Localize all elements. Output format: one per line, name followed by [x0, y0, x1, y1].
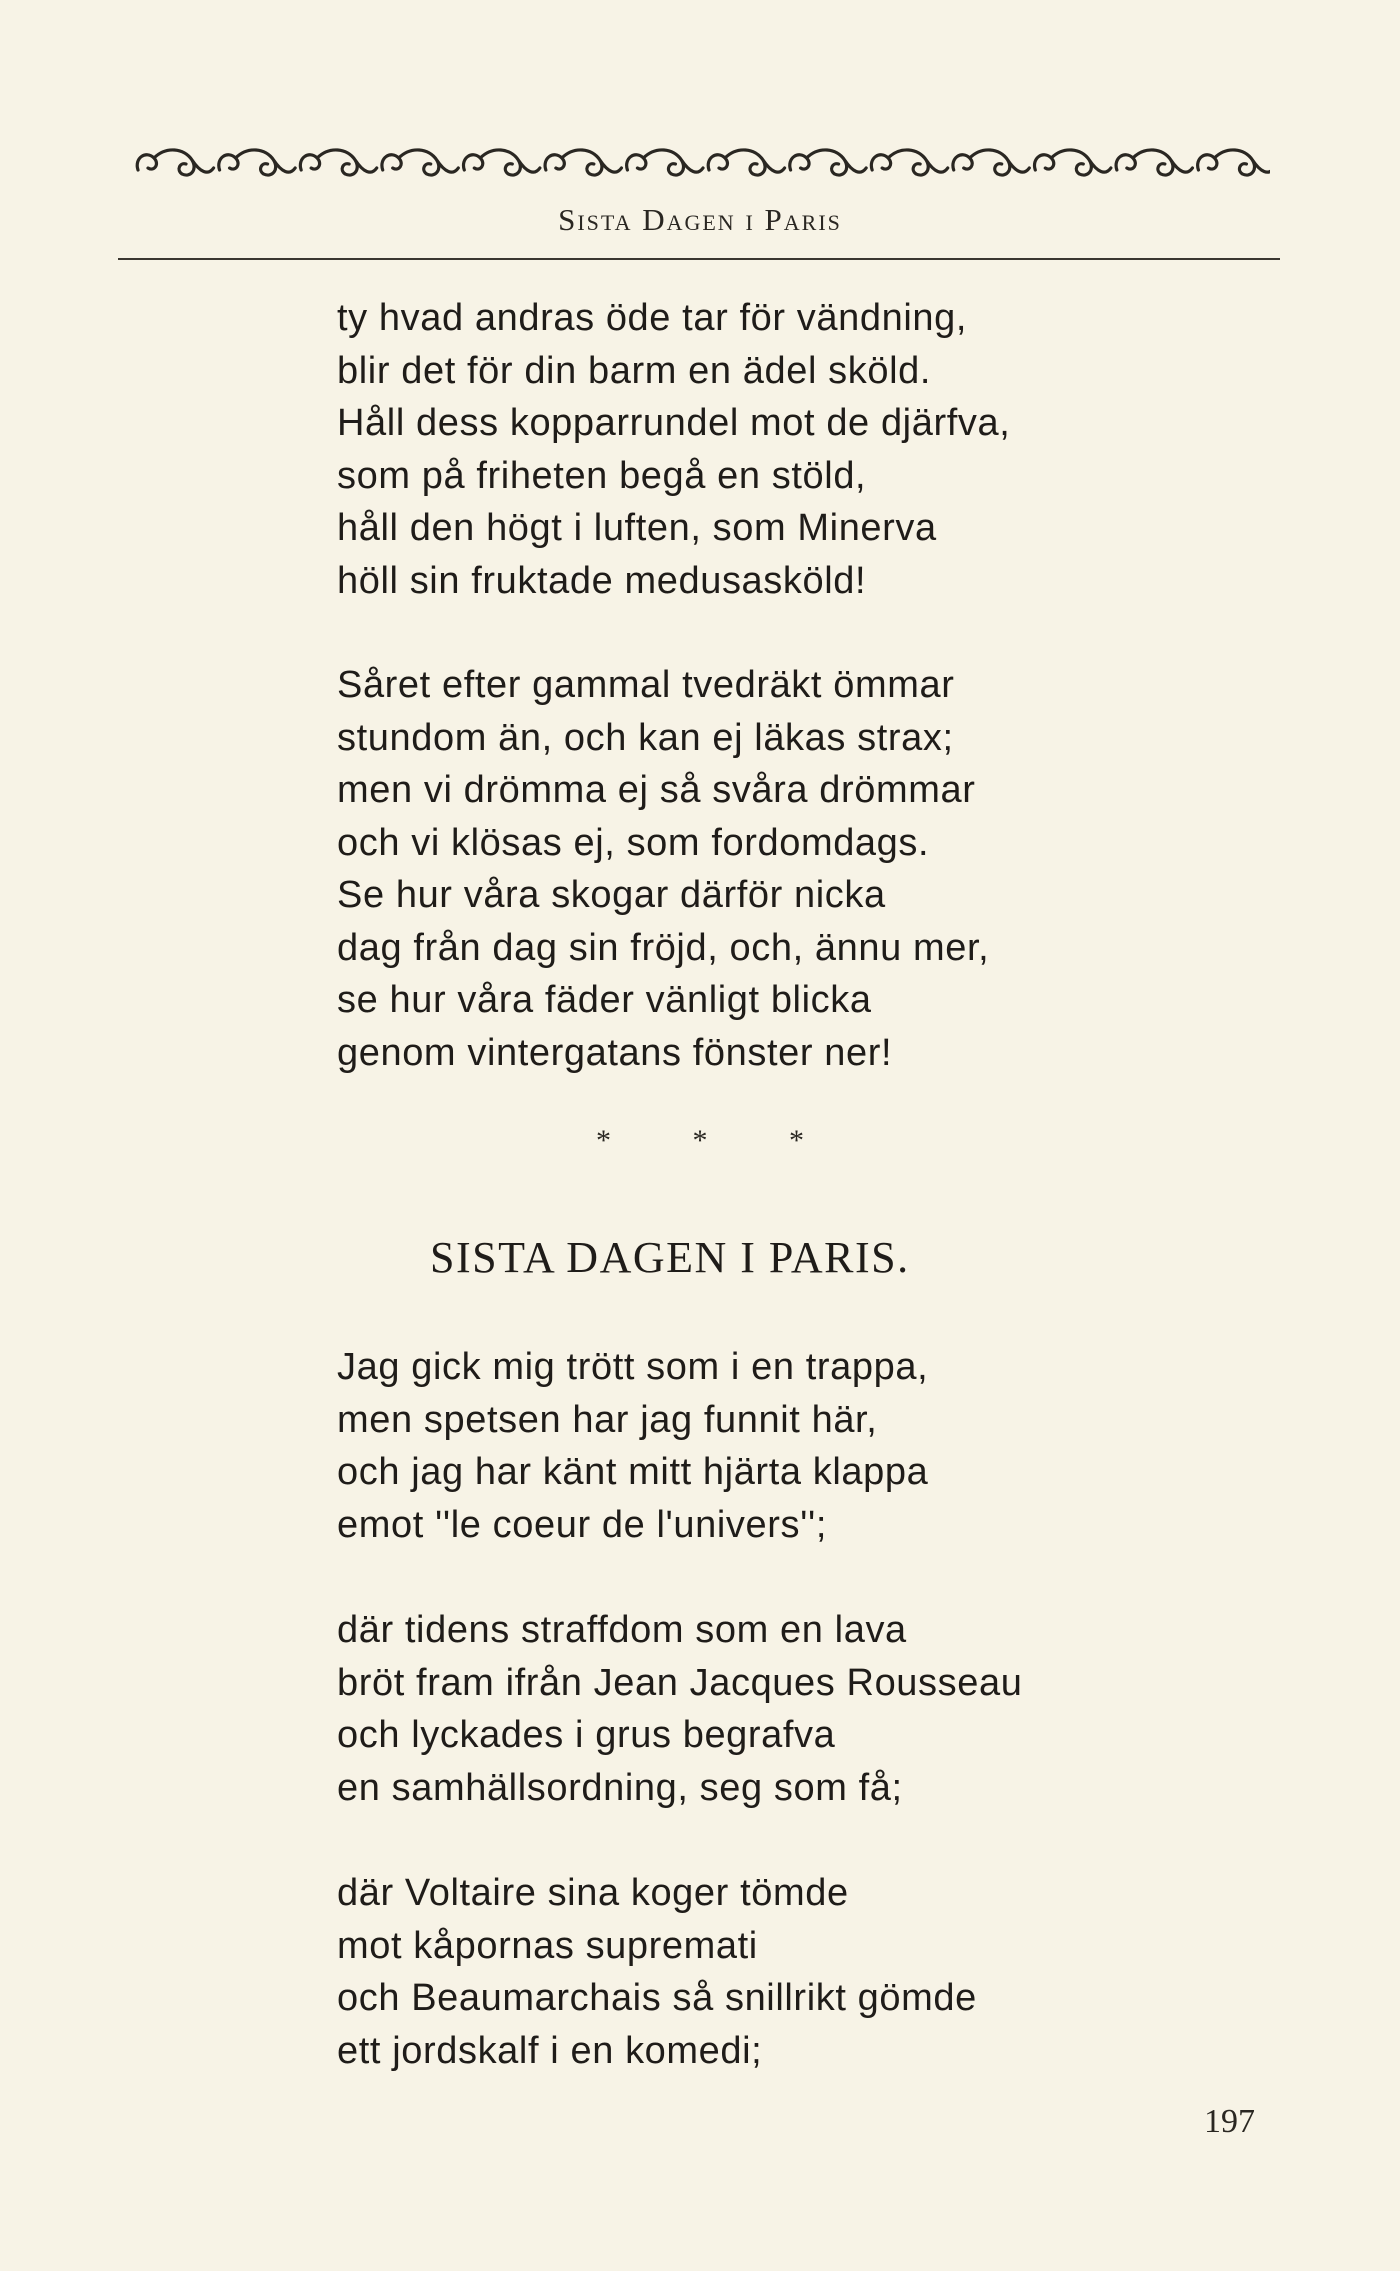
ornament-scroll	[219, 150, 295, 175]
verse-line: bröt fram ifrån Jean Jacques Rousseau	[337, 1661, 1023, 1704]
verse-line: och lyckades i grus begrafva	[337, 1714, 836, 1756]
verse-line: Håll dess kopparrundel mot de djärfva,	[337, 402, 1011, 444]
ornament-scroll	[1116, 150, 1192, 175]
ornament-scroll	[1198, 150, 1270, 175]
verse-line: där tidens straffdom som en lava	[337, 1609, 907, 1651]
asterisk: *	[789, 1124, 804, 1157]
verse-line: dag från dag sin fröjd, och, ännu mer,	[337, 926, 990, 969]
verse-line: se hur våra fäder vänligt blicka	[337, 979, 872, 1021]
running-head: Sista Dagen i Paris	[558, 202, 842, 237]
ornament-scroll	[382, 150, 458, 175]
stanza	[337, 1341, 1157, 1551]
verse-line: Jag gick mig trött som i en trappa,	[337, 1346, 929, 1388]
ornament-scroll	[871, 150, 947, 175]
ornament-scroll	[708, 150, 784, 175]
verse-line: håll den högt i luften, som Minerva	[337, 507, 937, 549]
verse-line: stundom än, och kan ej läkas strax;	[337, 716, 954, 759]
stanza	[337, 1604, 1157, 1814]
verse-line: emot ''le coeur de l'univers'';	[337, 1503, 827, 1546]
ornament-scroll	[627, 150, 703, 175]
verse-line: och Beaumarchais så snillrikt gömde	[337, 1977, 977, 2019]
page-number: 197	[1204, 2103, 1255, 2140]
asterisk: *	[596, 1124, 611, 1157]
asterisk: *	[692, 1124, 708, 1157]
ornament-scroll	[790, 150, 866, 175]
verse-line: ett jordskalf i en komedi;	[337, 2029, 763, 2072]
poem-title: SISTA DAGEN I PARIS.	[430, 1233, 910, 1282]
verse-line: men spetsen har jag funnit här,	[337, 1398, 878, 1441]
ornament-scroll	[137, 150, 213, 175]
ornament-scroll	[463, 150, 539, 175]
verse-line: och vi klösas ej, som fordomdags.	[337, 821, 930, 864]
verse-line: blir det för din barm en ädel sköld.	[337, 349, 932, 392]
verse-line: en samhällsordning, seg som få;	[337, 1766, 903, 1809]
ornament-scroll	[953, 150, 1029, 175]
ornament-scroll	[545, 150, 621, 175]
scroll-wave-ornament-icon	[128, 140, 1270, 186]
verse-line: och jag har känt mitt hjärta klappa	[337, 1451, 929, 1493]
verse-line: Såret efter gammal tvedräkt ömmar	[337, 664, 955, 706]
verse-line: ty hvad andras öde tar för vändning,	[337, 297, 967, 339]
verse-line: mot kåpornas supremati	[337, 1924, 758, 1967]
verse-line: höll sin fruktade medusasköld!	[337, 559, 867, 602]
ornament-scroll	[1034, 150, 1110, 175]
verse-line: genom vintergatans fönster ner!	[337, 1031, 893, 1074]
verse-line: som på friheten begå en stöld,	[337, 454, 867, 497]
verse-line: men vi drömma ej så svåra drömmar	[337, 769, 976, 811]
verse-line: där Voltaire sina koger tömde	[337, 1872, 849, 1914]
stanza	[337, 292, 1157, 607]
header-rule	[118, 258, 1280, 260]
stanza	[337, 659, 1157, 1079]
section-separator	[0, 1124, 1400, 1158]
stanza	[337, 1867, 1157, 2077]
ornament-scroll	[300, 150, 376, 175]
verse-line: Se hur våra skogar därför nicka	[337, 874, 886, 916]
